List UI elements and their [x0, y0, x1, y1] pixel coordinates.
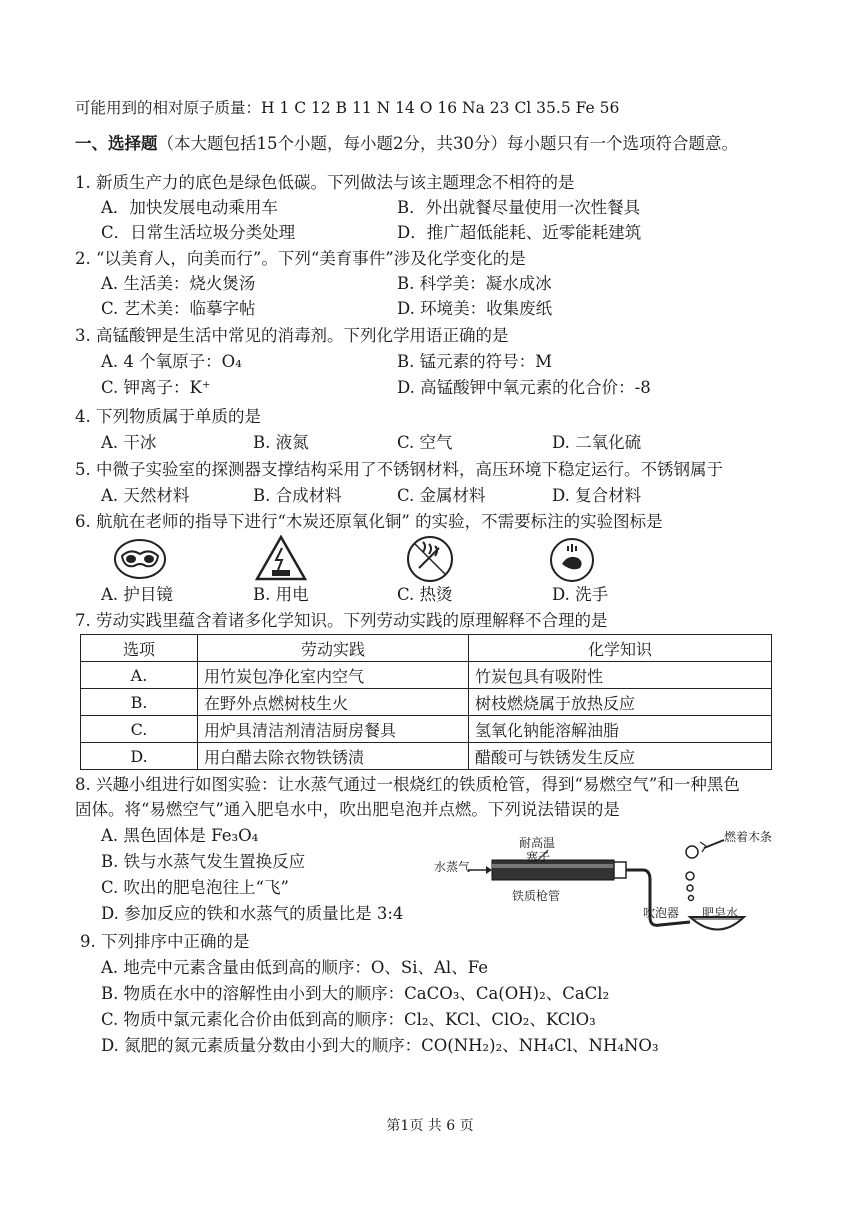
- q1-option-a: A．加快发展电动乘用车: [101, 198, 278, 217]
- q6-option-c: C. 热烫: [397, 585, 453, 604]
- q8-stem-line1: 8. 兴趣小组进行如图实验：让水蒸气通过一根烧红的铁质枪管，得到“易燃空气”和一种黑色: [75, 775, 740, 794]
- q3-option-c: C. 钾离子：K⁺: [101, 378, 211, 397]
- table-cell: 树枝燃烧属于放热反应: [469, 689, 772, 716]
- q4-option-d: D. 二氧化硫: [552, 433, 642, 452]
- q8-option-b: B. 铁与水蒸气发生置换反应: [101, 852, 306, 871]
- label-wood: 燃着木条: [724, 830, 773, 844]
- table-cell: 竹炭包具有吸附性: [469, 662, 772, 689]
- q4-option-a: A. 干冰: [101, 433, 157, 452]
- goggles-icon: [112, 536, 168, 582]
- q2-option-b: B. 科学美：凝水成冰: [397, 274, 552, 293]
- q5-option-b: B. 合成材料: [253, 486, 342, 505]
- q9-option-d: D. 氮肥的氮元素质量分数由小到大的顺序：CO(NH₂)₂、NH₄Cl、NH₄NO₃: [101, 1036, 659, 1055]
- q1-stem: 1. 新质生产力的底色是绿色低碳。下列做法与该主题理念不相符的是: [75, 173, 575, 192]
- electricity-icon: [254, 534, 308, 582]
- hot-surface-icon: [405, 534, 455, 584]
- section-desc: （本大题包括15个小题，每小题2分，共30分）每小题只有一个选项符合题意。: [157, 134, 738, 153]
- label-plug-top: 耐高温: [519, 836, 556, 850]
- q8-option-a: A. 黑色固体是 Fe₃O₄: [101, 826, 259, 845]
- q8-stem-line2: 固体。将“易燃空气”通入肥皂水中，吹出肥皂泡并点燃。下列说法错误的是: [75, 800, 620, 819]
- q8-option-d: D. 参加反应的铁和水蒸气的质量比是 3:4: [101, 904, 404, 923]
- q6-option-d: D. 洗手: [552, 585, 609, 604]
- q6-option-a: A. 护目镜: [101, 585, 173, 604]
- header-practice: 劳动实践: [198, 635, 469, 662]
- q7-stem: 7. 劳动实践里蕴含着诸多化学知识。下列劳动实践的原理解释不合理的是: [75, 611, 608, 630]
- q5-option-d: D. 复合材料: [552, 486, 642, 505]
- q2-option-a: A. 生活美：烧火煲汤: [101, 274, 256, 293]
- header-knowledge: 化学知识: [469, 635, 772, 662]
- q2-stem: 2. “以美育人，向美而行”。下列“美育事件”涉及化学变化的是: [75, 249, 526, 268]
- label-blower: 吹泡器: [643, 906, 680, 920]
- table-cell: 在野外点燃树枝生火: [198, 689, 469, 716]
- hand-wash-icon: [548, 536, 596, 584]
- q3-option-b: B. 锰元素的符号：M: [397, 352, 553, 371]
- table-cell: A.: [81, 662, 198, 689]
- label-steam: 水蒸气: [434, 860, 471, 874]
- q8-option-c: C. 吹出的肥皂泡往上“飞”: [101, 878, 289, 897]
- table-cell: D.: [81, 743, 198, 770]
- q5-option-c: C. 金属材料: [397, 486, 486, 505]
- q2-option-d: D. 环境美：收集废纸: [397, 299, 553, 318]
- q5-option-a: A. 天然材料: [101, 486, 190, 505]
- atomic-mass-line: 可能用到的相对原子质量：H 1 C 12 B 11 N 14 O 16 Na 23 Cl 35.5 Fe 56: [75, 99, 620, 117]
- q1-option-c: C．日常生活垃圾分类处理: [101, 223, 296, 242]
- q6-stem: 6. 航航在老师的指导下进行“木炭还原氧化铜” 的实验，不需要标注的实验图标是: [75, 512, 663, 531]
- q9-option-a: A. 地壳中元素含量由低到高的顺序：O、Si、Al、Fe: [101, 958, 489, 977]
- section-heading: [75, 133, 738, 155]
- label-soap: 肥皂水: [702, 906, 739, 920]
- table-row: [81, 716, 772, 743]
- table-cell: 用白醋去除衣物铁锈渍: [198, 743, 469, 770]
- header-option: 选项: [81, 635, 198, 662]
- table-cell: B.: [81, 689, 198, 716]
- table-row: [81, 689, 772, 716]
- q3-option-d: D. 高锰酸钾中氧元素的化合价：-8: [397, 378, 651, 397]
- label-barrel: 铁质枪管: [512, 889, 561, 903]
- q6-option-b: B. 用电: [253, 585, 309, 604]
- table-cell: C.: [81, 716, 198, 743]
- q2-option-c: C. 艺术美：临摹字帖: [101, 299, 256, 318]
- table-cell: 醋酸可与铁锈发生反应: [469, 743, 772, 770]
- q5-stem: 5. 中微子实验室的探测器支撑结构采用了不锈钢材料，高压环境下稳定运行。不锈钢属于: [75, 460, 723, 479]
- apparatus-diagram: [428, 822, 773, 942]
- table-cell: 用炉具清洁剂清洁厨房餐具: [198, 716, 469, 743]
- table-cell: 氢氧化钠能溶解油脂: [469, 716, 772, 743]
- q1-option-b: B．外出就餐尽量使用一次性餐具: [397, 198, 641, 217]
- q4-option-b: B. 液氮: [253, 433, 309, 452]
- label-plug-bottom: 塞子: [526, 850, 551, 864]
- table-cell: 用竹炭包净化室内空气: [198, 662, 469, 689]
- q1-option-d: D．推广超低能耗、近零能耗建筑: [397, 223, 642, 242]
- section-title: 一、选择题: [75, 134, 158, 153]
- q4-stem: 4. 下列物质属于单质的是: [75, 407, 261, 426]
- q3-option-a: A. 4 个氧原子：O₄: [101, 352, 242, 371]
- q4-option-c: C. 空气: [397, 433, 453, 452]
- q9-stem: 9. 下列排序中正确的是: [80, 932, 250, 951]
- table-row: [81, 743, 772, 770]
- q9-option-b: B. 物质在水中的溶解性由小到大的顺序：CaCO₃、Ca(OH)₂、CaCl₂: [101, 984, 610, 1003]
- table-header-row: [81, 635, 772, 662]
- labor-table: [80, 634, 772, 770]
- table-row: [81, 662, 772, 689]
- page-footer: 第1页 共 6 页: [386, 1118, 474, 1134]
- q9-option-c: C. 物质中氯元素化合价由低到高的顺序：Cl₂、KCl、ClO₂、KClO₃: [101, 1010, 596, 1029]
- q3-stem: 3. 高锰酸钾是生活中常见的消毒剂。下列化学用语正确的是: [75, 326, 509, 345]
